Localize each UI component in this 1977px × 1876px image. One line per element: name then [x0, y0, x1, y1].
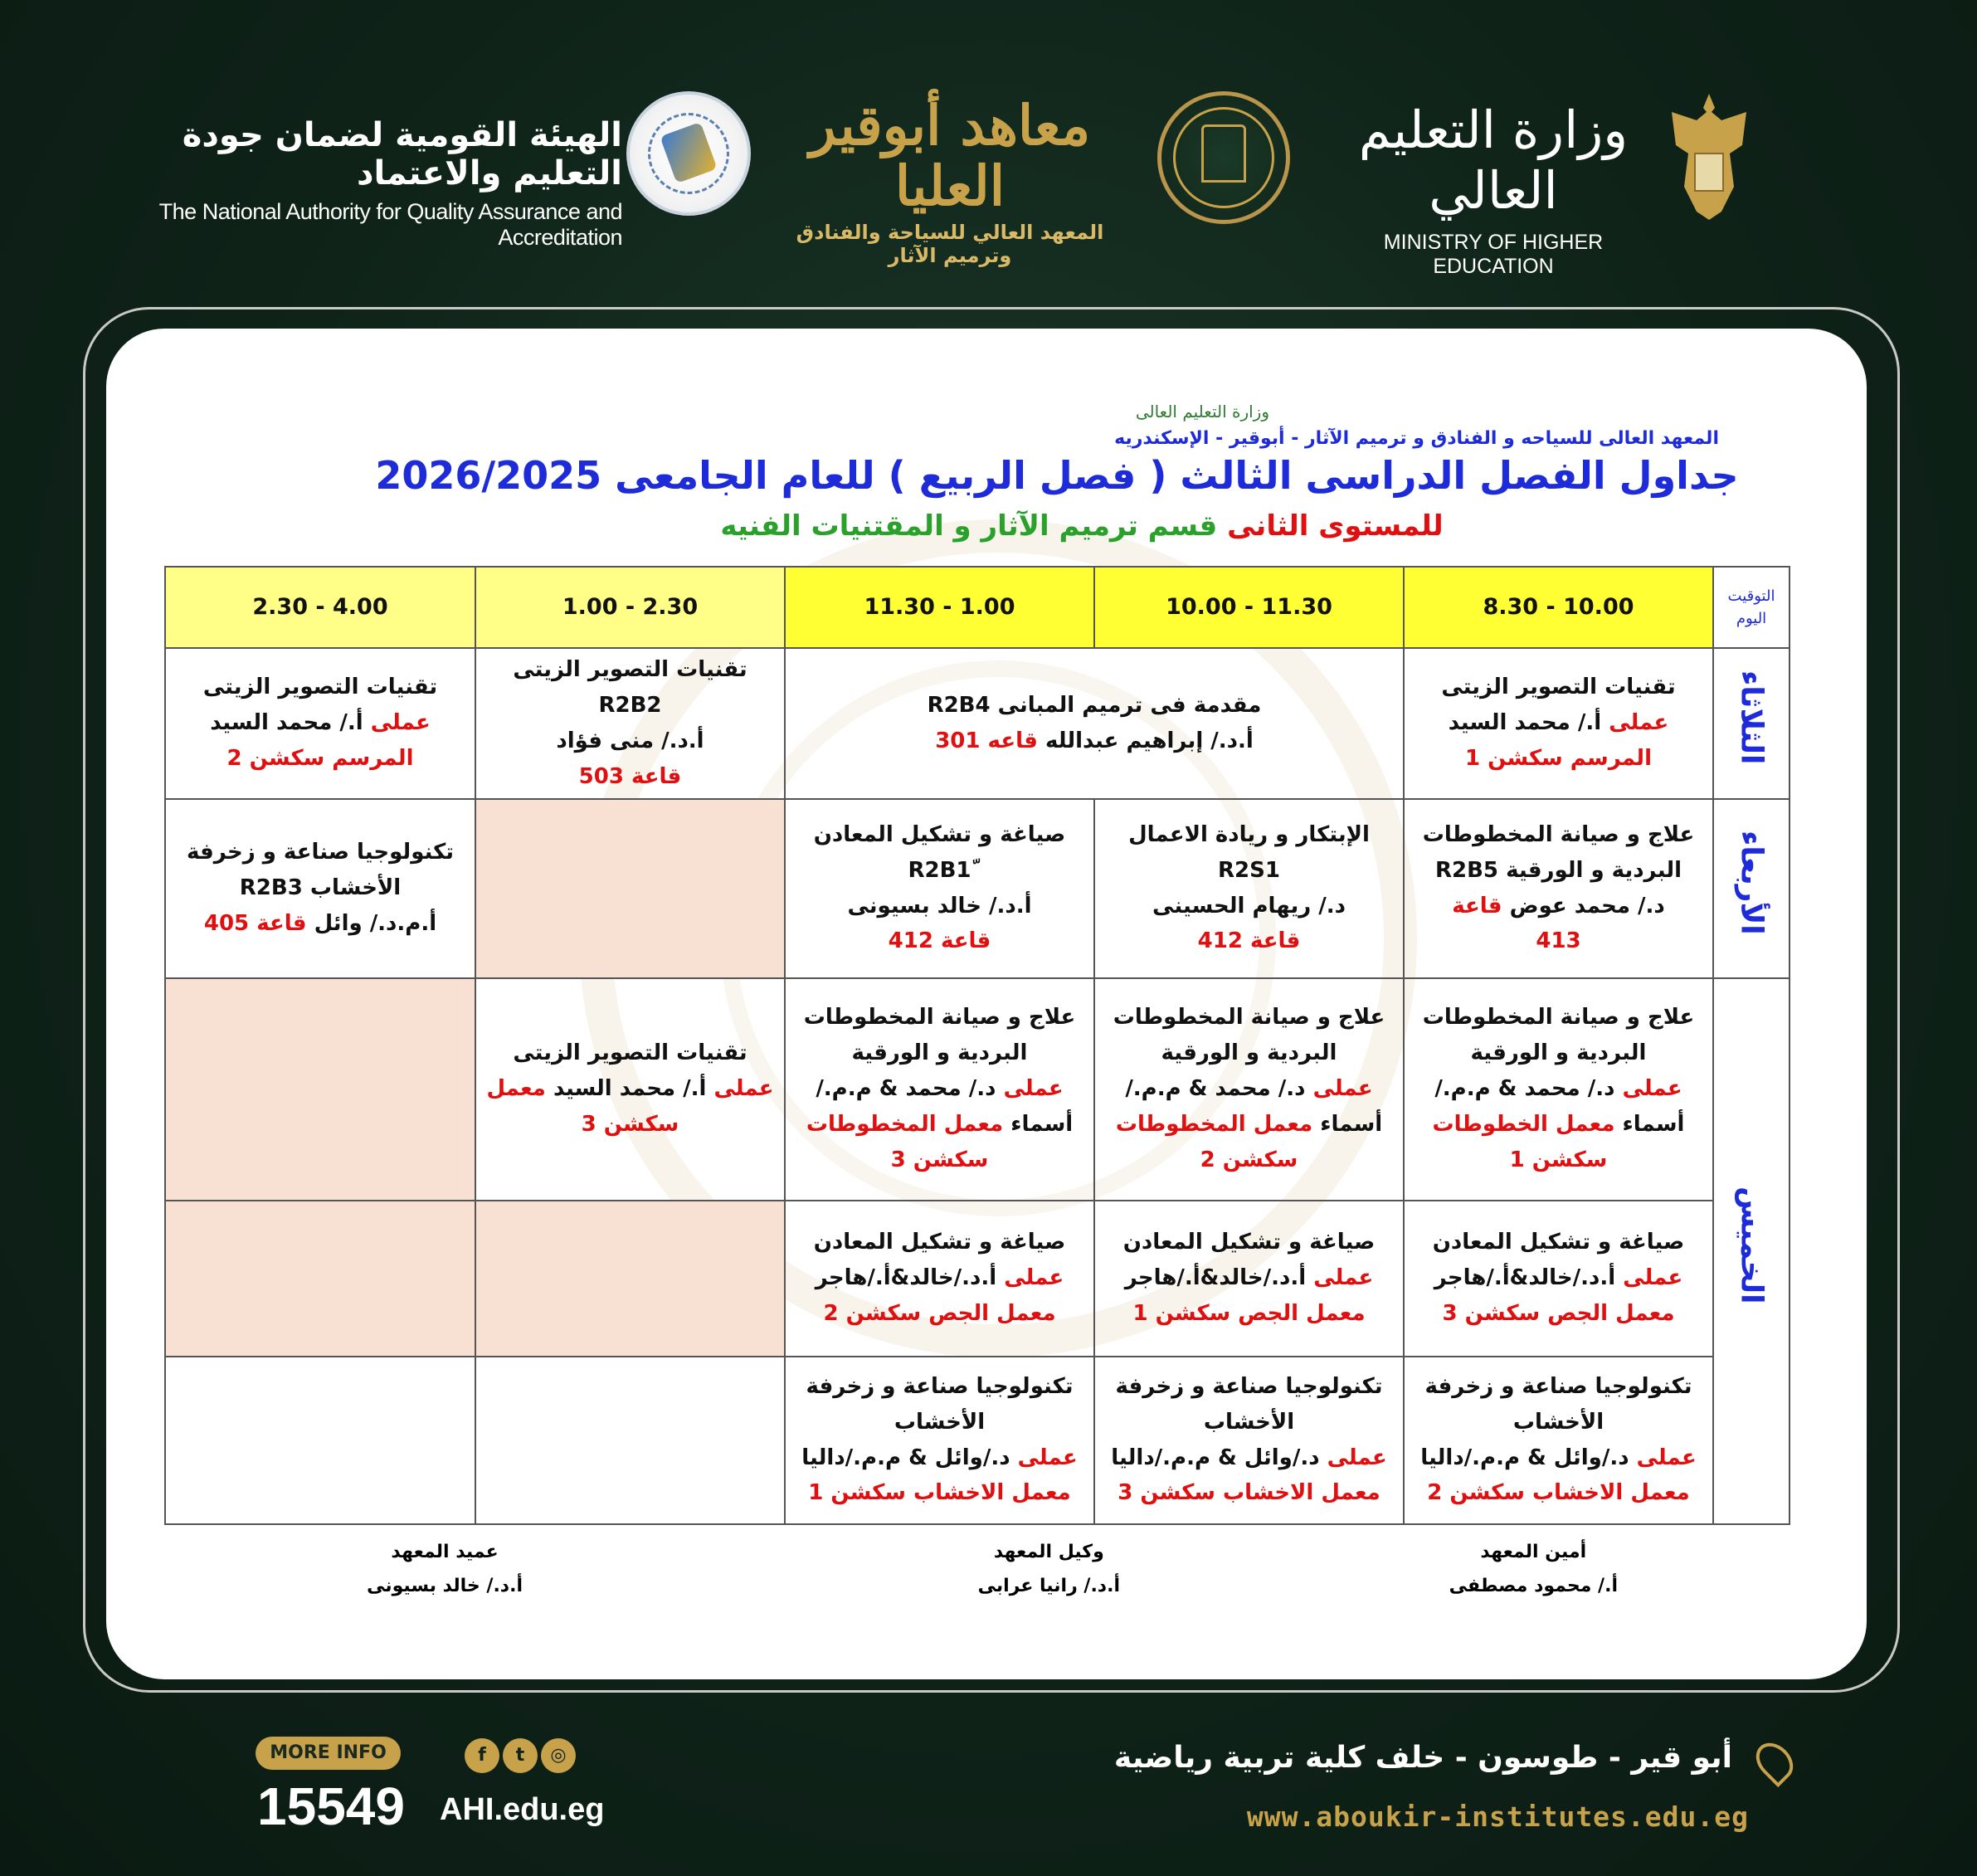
- day-cell: الأربعاء: [1713, 799, 1790, 978]
- class-cell: صياغة و تشكيل المعادن عملى أ.د./خالد&أ./هاجر معمل الجص سكشن 1: [1094, 1201, 1404, 1357]
- doc-level: للمستوى الثانى: [1227, 509, 1444, 543]
- eagle-emblem-icon: [1663, 87, 1755, 228]
- class-cell: تكنولوجيا صناعة و زخرفة الأخشاب عملى د./وائل & م.م./داليا معمل الاخشاب سكشن 1: [785, 1357, 1094, 1524]
- ministry-name-ar: وزارة التعليم العالي: [1358, 100, 1629, 221]
- twitter-icon[interactable]: t: [503, 1738, 538, 1773]
- facebook-icon[interactable]: f: [465, 1738, 499, 1773]
- doc-institute: المعهد العالى للسياحه و الفنادق و ترميم الآثار - أبوقير - الإسكندريه: [1114, 428, 1719, 449]
- signature-vice-dean: وكيل المعهد أ.د./ رانيا عرابى: [977, 1542, 1120, 1596]
- time-slot: 10.00 - 8.30: [1404, 567, 1713, 648]
- class-cell: مقدمة فى ترميم المبانى R2B4 أ.د./ إبراهيم عبدالله قاعه 301: [785, 648, 1404, 799]
- social-icons: [465, 1738, 589, 1780]
- ministry-name-en: MINISTRY OF HIGHER EDUCATION: [1383, 231, 1604, 278]
- aboukir-logo-text: [763, 95, 1137, 267]
- naqaae-name-en: The National Authority for Quality Assurance and Accreditation: [158, 199, 622, 250]
- location-pin-icon: [1749, 1736, 1800, 1787]
- more-info-badge: MORE INFO: [256, 1737, 401, 1770]
- class-cell: تكنولوجيا صناعة و زخرفة الأخشاب عملى د./وائل & م.م./داليا معمل الاخشاب سكشن 3: [1094, 1357, 1404, 1524]
- short-website-link[interactable]: AHI.edu.eg: [440, 1792, 605, 1827]
- class-cell: تقنيات التصوير الزيتى عملى أ./ محمد السيد معمل سكشن 3: [475, 978, 785, 1201]
- signature-secretary: أمين المعهد أ./ محمود مصطفى: [1449, 1542, 1618, 1596]
- doc-ministry: وزارة التعليم العالى: [1135, 402, 1269, 421]
- schedule-card: [106, 329, 1867, 1679]
- doc-title: جداول الفصل الدراسى الثالث ( فصل الربيع ) للعام الجامعى 2026/2025: [375, 453, 1739, 498]
- time-slot: 4.00 - 2.30: [165, 567, 475, 648]
- class-cell: تقنيات التصوير الزيتى R2B2 أ.د./ منى فؤاد قاعة 503: [475, 648, 785, 799]
- empty-cell: [165, 1201, 475, 1357]
- table-row: [165, 799, 1790, 978]
- day-cell: الثلاثاء: [1713, 648, 1790, 799]
- class-cell: علاج و صيانة المخطوطات البردية و الورقية عملى د./ محمد & م.م./ أسماء معمل المخطوطات سكشن 3: [785, 978, 1094, 1201]
- signatures: [106, 1542, 1867, 1641]
- empty-cell: [475, 1357, 785, 1524]
- schedule-table: [164, 566, 1790, 1525]
- class-cell: علاج و صيانة المخطوطات البردية و الورقية R2B5 د./ محمد عوض قاعة 413: [1404, 799, 1713, 978]
- class-cell: تكنولوجيا صناعة و زخرفة الأخشاب عملى د./وائل & م.م./داليا معمل الاخشاب سكشن 2: [1404, 1357, 1713, 1524]
- time-slot: 2.30 - 1.00: [475, 567, 785, 648]
- empty-cell: [165, 978, 475, 1201]
- class-cell: صياغة و تشكيل المعادن عملى أ.د./خالد&أ./هاجر معمل الجص سكشن 2: [785, 1201, 1094, 1357]
- doc-dept: قسم ترميم الآثار و المقتنيات الفنيه: [720, 509, 1218, 543]
- naqaae-logo-text: [108, 116, 622, 251]
- time-slot: 11.30 - 10.00: [1094, 567, 1404, 648]
- class-cell: صياغة و تشكيل المعادن عملى أ.د./خالد&أ./هاجر معمل الجص سكشن 3: [1404, 1201, 1713, 1357]
- time-slot: 1.00 - 11.30: [785, 567, 1094, 648]
- corner-cell: التوقيت اليوم: [1713, 567, 1790, 648]
- class-cell: علاج و صيانة المخطوطات البردية و الورقية عملى د./ محمد & م.م./ أسماء معمل المخطوطات سكشن 2: [1094, 978, 1404, 1201]
- ministry-logo-text: [1336, 100, 1651, 279]
- table-row: [165, 978, 1790, 1201]
- header-logos: [0, 79, 1977, 278]
- naqaae-name-ar: الهيئة القومية لضمان جودة التعليم والاعتماد: [182, 116, 622, 192]
- signature-dean: عميد المعهد أ.د./ خالد بسيونى: [367, 1542, 523, 1596]
- hotline-number: 15549: [257, 1776, 405, 1836]
- class-cell: تقنيات التصوير الزيتى عملى أ./ محمد السيد المرسم سكشن 1: [1404, 648, 1713, 799]
- table-header-row: [165, 567, 1790, 648]
- empty-cell: [165, 1357, 475, 1524]
- class-cell: تكنولوجيا صناعة و زخرفة الأخشاب R2B3 أ.م.د./ وائل قاعة 405: [165, 799, 475, 978]
- aboukir-calligraphy: معاهد أبوقير العليا: [809, 93, 1091, 218]
- class-cell: صياغة و تشكيل المعادن R2B1ّ أ.د./ خالد بسيونى قاعة 412: [785, 799, 1094, 978]
- class-cell: الإبتكار و ريادة الاعمال R2S1 د./ ريهام الحسينى قاعة 412: [1094, 799, 1404, 978]
- footer-website-link[interactable]: www.aboukir-institutes.edu.eg: [1246, 1800, 1749, 1833]
- aboukir-subtitle: المعهد العالي للسياحة والفنادق وترميم الآثار: [796, 221, 1104, 268]
- aboukir-seal-icon: [1157, 91, 1290, 224]
- instagram-icon[interactable]: ◎: [541, 1738, 576, 1773]
- day-cell: الخميس: [1713, 978, 1790, 1524]
- naqaae-seal-icon: [626, 91, 751, 216]
- doc-subtitle: [106, 509, 1867, 543]
- empty-cell: [475, 1201, 785, 1357]
- table-row: [165, 1357, 1790, 1524]
- empty-cell: [475, 799, 785, 978]
- class-cell: تقنيات التصوير الزيتى عملى أ./ محمد السيد المرسم سكشن 2: [165, 648, 475, 799]
- class-cell: علاج و صيانة المخطوطات البردية و الورقية عملى د./ محمد & م.م./ أسماء معمل الخطوطات سكشن 1: [1404, 978, 1713, 1201]
- table-row: [165, 1201, 1790, 1357]
- table-row: [165, 648, 1790, 799]
- footer-address: أبو قير - طوسون - خلف كلية تربية رياضية: [1113, 1741, 1732, 1775]
